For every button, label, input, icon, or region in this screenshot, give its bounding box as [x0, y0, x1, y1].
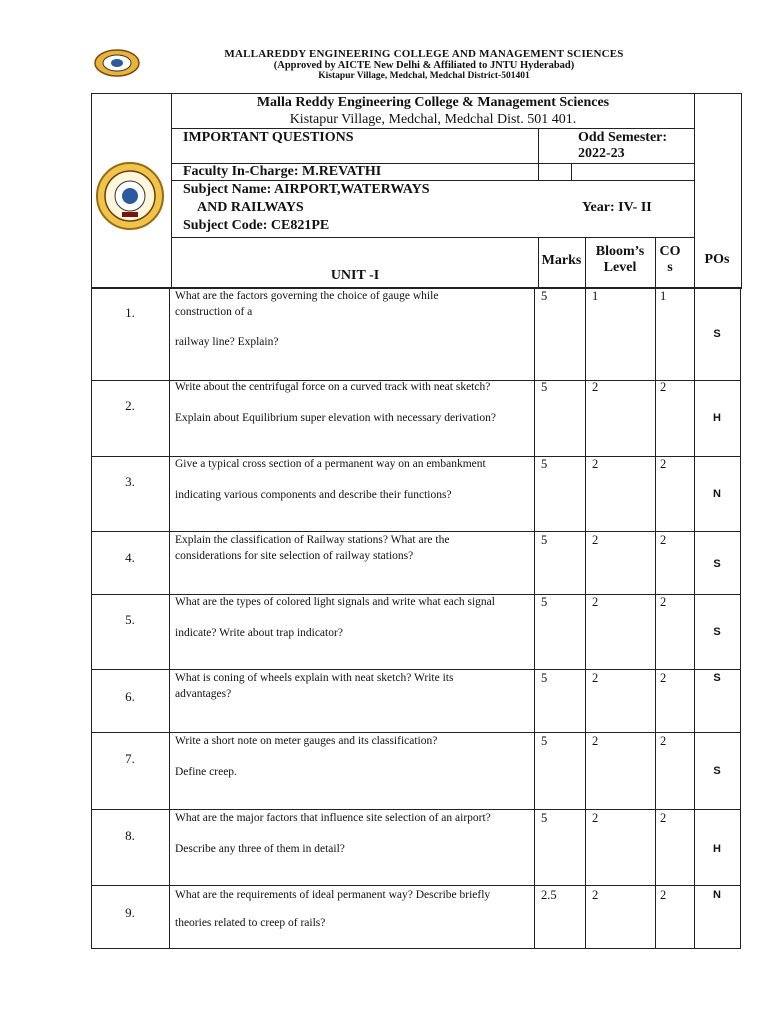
question-text: Explain the classification of Railway stations? What are the considerations for site selection of railway stations?	[175, 534, 450, 562]
question-marks: 5	[541, 533, 548, 547]
question-blooms-level: 1	[592, 289, 599, 303]
column-marks: Marks	[541, 253, 582, 268]
question-number: 3.	[125, 474, 135, 489]
question-po: H	[713, 412, 721, 424]
unit-heading: UNIT -I	[330, 268, 380, 283]
question-marks: 5	[541, 457, 548, 471]
question-number: 5.	[125, 612, 135, 627]
question-number: 7.	[125, 751, 135, 766]
question-blooms-level: 2	[592, 888, 599, 902]
question-marks: 5	[541, 595, 548, 609]
column-cos: CO s	[659, 244, 681, 275]
letterhead-title: MALLAREDDY ENGINEERING COLLEGE AND MANAGEMENT SCIENCES	[224, 48, 624, 60]
document-type: IMPORTANT QUESTIONS	[183, 130, 354, 145]
question-marks: 5	[541, 734, 548, 748]
question-blooms-level: 2	[592, 457, 599, 471]
subject-code: Subject Code: CE821PE	[183, 218, 330, 233]
college-emblem-icon	[94, 160, 166, 232]
semester-label: Odd Semester:	[578, 130, 668, 145]
college-name: Malla Reddy Engineering College & Management Sciences	[256, 95, 610, 110]
question-po: N	[713, 488, 721, 500]
question-number: 8.	[125, 828, 135, 843]
question-co: 2	[660, 811, 667, 825]
question-text: Give a typical cross section of a permanent way on an embankment indicating various components and describe their functions?	[175, 458, 486, 501]
letterhead	[92, 44, 692, 80]
question-co: 2	[660, 671, 667, 685]
question-marks: 2.5	[541, 888, 557, 902]
question-blooms-level: 2	[592, 380, 599, 394]
semester-year: 2022-23	[578, 146, 625, 161]
college-logo-icon	[92, 48, 142, 78]
question-text: What are the major factors that influence site selection of an airport? Describe any three of them in detail?	[175, 812, 491, 855]
question-po: S	[713, 672, 721, 684]
question-blooms-level: 2	[592, 734, 599, 748]
faculty-in-charge: Faculty In-Charge: M.REVATHI	[183, 164, 382, 179]
question-co: 2	[660, 533, 667, 547]
subject-name-cont: AND RAILWAYS	[197, 200, 304, 215]
question-po: N	[713, 889, 721, 901]
question-blooms-level: 2	[592, 533, 599, 547]
subject-name: Subject Name: AIRPORT,WATERWAYS	[183, 182, 430, 197]
question-po: S	[713, 328, 721, 340]
question-text: What are the requirements of ideal permanent way? Describe briefly theories related to creep of rails?	[175, 889, 491, 929]
question-blooms-level: 2	[592, 811, 599, 825]
column-pos: POs	[704, 252, 730, 267]
year-label: Year: IV- II	[582, 200, 652, 215]
question-po: S	[713, 626, 721, 638]
question-marks: 5	[541, 671, 548, 685]
question-number: 6.	[125, 689, 135, 704]
question-text: Write a short note on meter gauges and its classification? Define creep.	[175, 735, 438, 778]
question-blooms-level: 2	[592, 595, 599, 609]
question-co: 2	[660, 888, 667, 902]
question-co: 1	[660, 289, 667, 303]
question-po: S	[713, 558, 721, 570]
question-text: What are the types of colored light signals and write what each signal indicate? Write about trap indicator?	[175, 596, 495, 639]
question-po: S	[713, 765, 721, 777]
column-blooms-level: Bloom’s Level	[595, 244, 645, 275]
question-marks: 5	[541, 811, 548, 825]
question-text: What is coning of wheels explain with neat sketch? Write its advantages?	[175, 672, 454, 700]
question-number: 2.	[125, 398, 135, 413]
college-address: Kistapur Village, Medchal, Medchal Dist. 501 401.	[289, 112, 577, 127]
question-po: H	[713, 843, 721, 855]
question-co: 2	[660, 457, 667, 471]
letterhead-approval: (Approved by AICTE New Delhi & Affiliated to JNTU Hyderabad)	[273, 60, 575, 71]
question-number: 1.	[125, 305, 135, 320]
question-co: 2	[660, 595, 667, 609]
question-number: 9.	[125, 905, 135, 920]
question-text: What are the factors governing the choice of gauge while construction of a railway line? Explain?	[175, 290, 439, 348]
question-co: 2	[660, 380, 667, 394]
question-text: Write about the centrifugal force on a curved track with neat sketch? Explain about Equilibrium super elevation with necessary derivation?	[175, 381, 496, 424]
question-number: 4.	[125, 550, 135, 565]
question-blooms-level: 2	[592, 671, 599, 685]
letterhead-address: Kistapur Village, Medchal, Medchal District-501401	[318, 71, 530, 81]
question-co: 2	[660, 734, 667, 748]
question-marks: 5	[541, 380, 548, 394]
question-marks: 5	[541, 289, 548, 303]
